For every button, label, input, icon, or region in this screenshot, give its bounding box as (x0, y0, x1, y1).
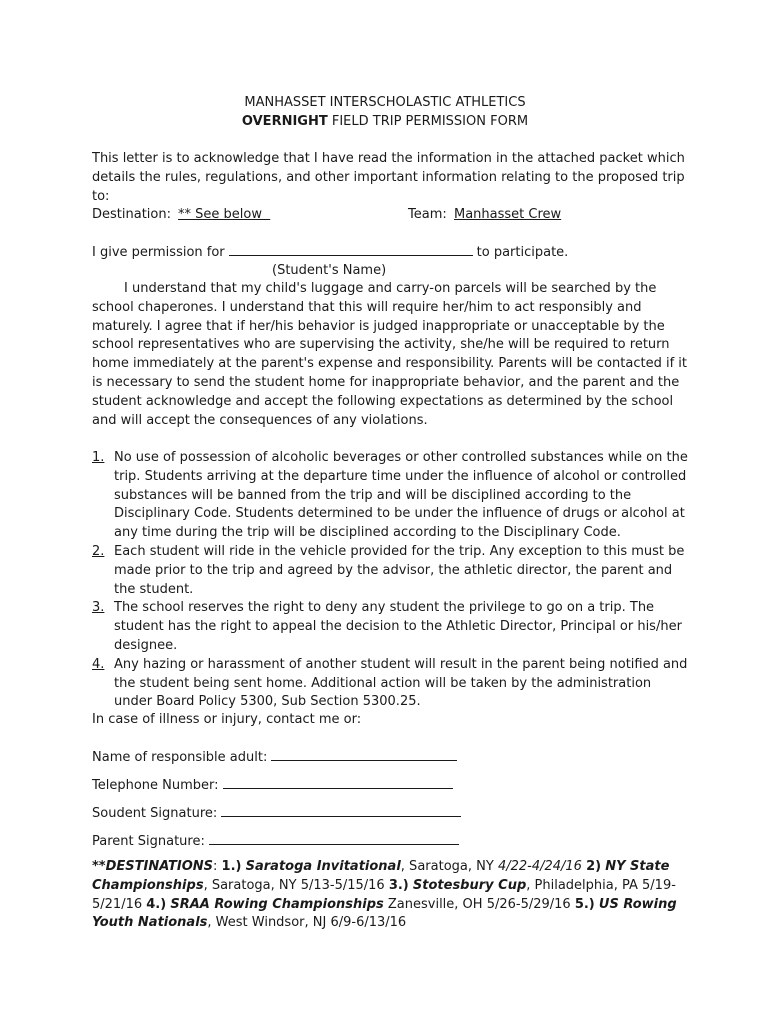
rule-number: 1. (92, 450, 105, 465)
rule-number: 2. (92, 543, 105, 559)
form-title-bold: OVERNIGHT (241, 114, 328, 129)
student-signature-label: Soudent Signature: (92, 806, 218, 821)
rule-text: The school reserves the right to deny any student the privilege to go on a trip. The student has the right to appeal the decision to the Athletic Director, Principal or his/her designee. (114, 600, 682, 653)
responsible-adult-label: Name of responsible adult: (92, 750, 268, 765)
rule-text: Any hazing or harassment of another student will result in the parent being notified and the student being sent home. Additional action will be taken by the administration under Board Policy 5300, Sub Section 5300.25. (114, 656, 688, 710)
team-label: Team: (408, 207, 447, 222)
rule-text: No use of possession of alcoholic beverages or other controlled substances while on the trip. Students arriving at the departure time under the influence of alcohol or controlled substances will be banned from the trip and will be disciplined according to the Disciplinary Code. Students determined to be under the influence of drugs or alcohol at any time during the trip will be disciplined according to the Disciplinary Code. (114, 450, 688, 541)
intro-paragraph: This letter is to acknowledge that I have read the information in the attached packet which details the rules, regulations, and other important information relating to the proposed trip to: (92, 151, 685, 204)
destination-place: , West Windsor, NJ 6/9-6/13/16 (207, 915, 407, 931)
rule-item (92, 449, 688, 543)
illness-contact-text: In case of illness or injury, contact me or: (92, 712, 362, 727)
permission-suffix: to participate. (476, 245, 569, 260)
destination-name: NY State Championships (92, 859, 670, 893)
rule-number: 3. (92, 600, 105, 616)
destination-label: Destination: (92, 207, 171, 222)
form-title-rest: FIELD TRIP PERMISSION FORM (327, 114, 529, 129)
destination-place: , Saratoga, NY (400, 859, 498, 874)
rule-number: 4. (92, 656, 105, 672)
body-paragraph: I understand that my child's luggage and carry-on parcels will be searched by the school chaperones. I understand that this will require her/him to act responsibly and maturely. I agree that if her/his behavior is judged inappropriate or unacceptable by the school representatives who are supervising the activity, she/he will be required to return home immediately at the parent's expense and responsibility. Parents will be contacted if it is necessary to send the student home for inappropriate behavior, and the parent and the student acknowledge and accept the following expectations as determined by the school and will accept the consequences of any violations. (92, 281, 687, 428)
form-organization-title: MANHASSET INTERSCHOLASTIC ATHLETICS (244, 95, 526, 110)
responsible-adult-row (92, 748, 457, 768)
student-name-caption: (Student's Name) (272, 263, 387, 278)
destinations-footer: **DESTINATIONS: 1.) Saratoga Invitational, Saratoga, NY 4/22-4/24/16 2) NY State Championships, Saratoga, NY 5/13-5/15/16 3.) Stotesbury Cup, Philadelphia, PA 5/19-5/21/16 4.) SRAA Rowing Championships Zanesville, OH 5/26-5/29/16 5.) US Rowing Youth Nationals, West Windsor, NJ 6/9-6/13/16 (92, 859, 677, 931)
parent-signature-row (92, 832, 459, 852)
permission-row (92, 243, 568, 263)
parent-signature-label: Parent Signature: (92, 834, 205, 849)
student-signature-row (92, 804, 461, 824)
destination-name: SRAA Rowing Championships (170, 896, 384, 912)
form-title (0, 113, 770, 132)
destination-place: , Saratoga, NY 5/13-5/15/16 (203, 877, 389, 893)
destination-number: 1.) (221, 859, 242, 874)
student-name-blank[interactable] (229, 243, 473, 256)
destination-place: , Philadelphia, PA 5/19-5/21/16 (92, 877, 676, 912)
destination-name: US Rowing Youth Nationals (92, 896, 677, 931)
destination-dates: 4/22-4/24/16 (497, 859, 582, 874)
telephone-field[interactable] (223, 776, 453, 789)
rule-item (92, 656, 688, 712)
rule-item (92, 599, 688, 655)
destination-number: 3.) (388, 877, 409, 893)
responsible-adult-field[interactable] (271, 748, 457, 761)
destinations-heading: **DESTINATIONS (92, 859, 214, 874)
destination-name: Stotesbury Cup (412, 877, 527, 893)
parent-signature-field[interactable] (209, 832, 459, 845)
destination-place: Zanesville, OH 5/26-5/29/16 (383, 896, 575, 912)
destination-number: 5.) (574, 896, 595, 912)
destination-value: ** See below (178, 207, 271, 222)
team-value: Manhasset Crew (454, 207, 562, 222)
rule-item (92, 543, 688, 599)
permission-prefix: I give permission for (92, 245, 225, 260)
rule-text: Each student will ride in the vehicle provided for the trip. Any exception to this must be made prior to the trip and agreed by the advisor, the athletic director, the parent and the student. (114, 543, 685, 597)
telephone-row (92, 776, 453, 796)
rules-list (92, 449, 688, 712)
destination-number: 2) (586, 859, 602, 874)
destination-name: Saratoga Invitational (245, 859, 401, 874)
destination-number: 4.) (146, 896, 167, 912)
telephone-label: Telephone Number: (92, 778, 219, 793)
student-signature-field[interactable] (221, 804, 461, 817)
